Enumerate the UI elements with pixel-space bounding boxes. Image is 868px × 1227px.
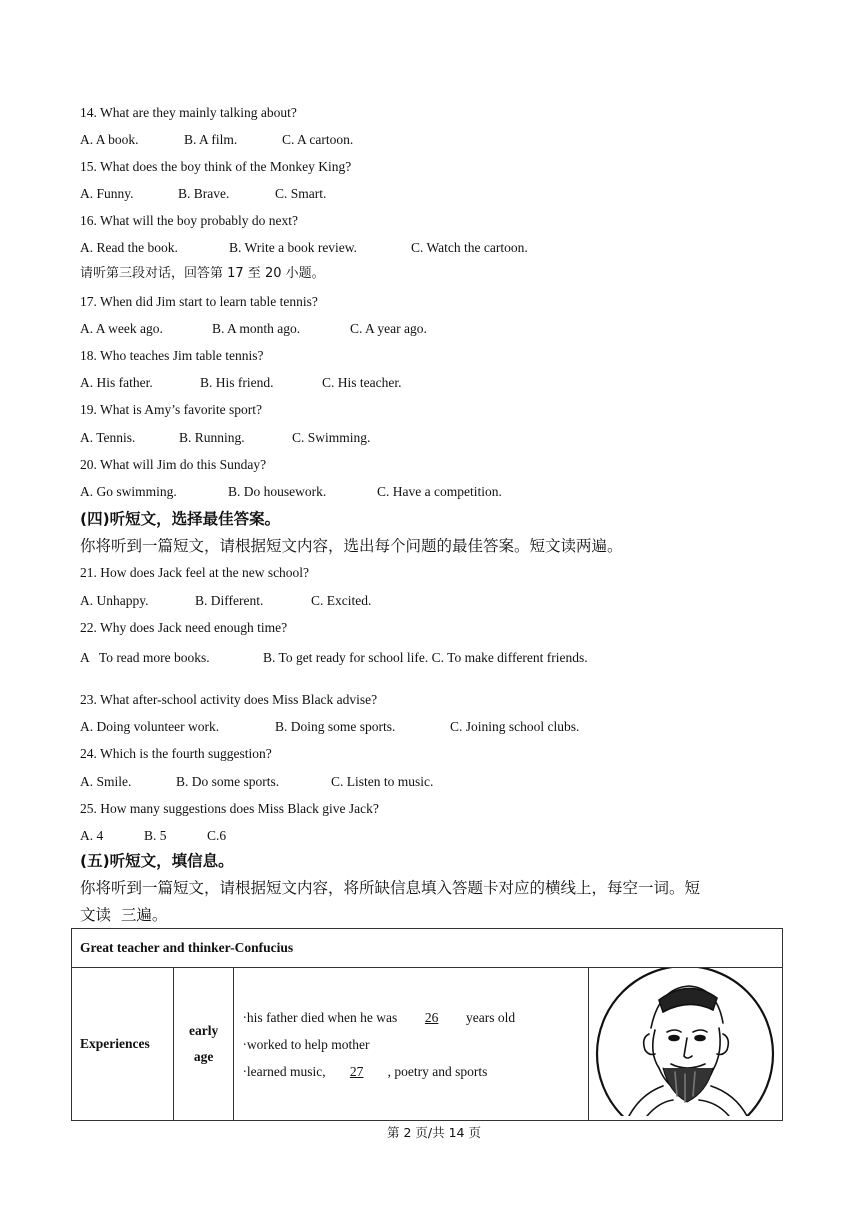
experience-item-1: ·his father died when he was 26 years old bbox=[242, 1004, 588, 1031]
q21-option-a: A. Unhappy. bbox=[80, 593, 149, 608]
q18-option-b: B. His friend. bbox=[200, 375, 274, 390]
q25-option-c: C.6 bbox=[207, 828, 227, 843]
question-15: 15. What does the boy think of the Monkey King? bbox=[80, 159, 352, 174]
section3-instruction: 请听第三段对话，回答第 17 至 20 小题。 bbox=[80, 266, 325, 281]
section4-title: (四)听短文，选择最佳答案。 bbox=[80, 510, 281, 528]
q17-option-b: B. A month ago. bbox=[212, 321, 301, 336]
experience-item-3: ·learned music, 27 , poetry and sports bbox=[242, 1058, 588, 1085]
q19-option-a: A. Tennis. bbox=[80, 430, 136, 445]
section5-title: (五)听短文，填信息。 bbox=[80, 852, 234, 870]
experience-items bbox=[234, 968, 589, 1121]
confucius-portrait bbox=[588, 968, 782, 1121]
q17-option-c: C. A year ago. bbox=[350, 321, 427, 336]
confucius-info-table bbox=[71, 928, 783, 1121]
question-25: 25. How many suggestions does Miss Black give Jack? bbox=[80, 801, 379, 816]
question-17: 17. When did Jim start to learn table tennis? bbox=[80, 294, 318, 309]
question-22: 22. Why does Jack need enough time? bbox=[80, 620, 288, 635]
q15-option-a: A. Funny. bbox=[80, 186, 134, 201]
confucius-portrait-drawing bbox=[589, 968, 782, 1116]
section5-instruction-line2: 文读 三遍。 bbox=[80, 906, 168, 924]
question-23: 23. What after-school activity does Miss Black advise? bbox=[80, 692, 378, 707]
question-24: 24. Which is the fourth suggestion? bbox=[80, 746, 272, 761]
q14-option-a: A. A book. bbox=[80, 132, 139, 147]
q18-option-a: A. His father. bbox=[80, 375, 153, 390]
q23-option-a: A. Doing volunteer work. bbox=[80, 719, 220, 734]
q20-option-a: A. Go swimming. bbox=[80, 484, 177, 499]
page-footer: 第 2 页/共 14 页 bbox=[387, 1125, 481, 1140]
q19-option-b: B. Running. bbox=[179, 430, 245, 445]
question-19: 19. What is Amy’s favorite sport? bbox=[80, 402, 262, 417]
section5-instruction-line1: 你将听到一篇短文，请根据短文内容，将所缺信息填入答题卡对应的横线上，每空一词。短 bbox=[80, 879, 701, 897]
q15-option-b: B. Brave. bbox=[178, 186, 230, 201]
question-21: 21. How does Jack feel at the new school? bbox=[80, 565, 310, 580]
q20-option-b: B. Do housework. bbox=[228, 484, 327, 499]
q22-option-bc: B. To get ready for school life. C. To make different friends. bbox=[263, 650, 588, 665]
q21-option-b: B. Different. bbox=[195, 593, 264, 608]
q23-option-b: B. Doing some sports. bbox=[275, 719, 396, 734]
blank-27[interactable]: 27 bbox=[349, 1063, 364, 1079]
q16-option-a: A. Read the book. bbox=[80, 240, 178, 255]
experience-item-2: ·worked to help mother bbox=[242, 1036, 370, 1052]
q23-option-c: C. Joining school clubs. bbox=[450, 719, 580, 734]
experiences-label: Experiences bbox=[72, 968, 174, 1121]
q20-option-c: C. Have a competition. bbox=[377, 484, 502, 499]
early-label: early bbox=[189, 1023, 219, 1038]
section4-instruction: 你将听到一篇短文，请根据短文内容，选出每个问题的最佳答案。短文读两遍。 bbox=[80, 537, 623, 555]
question-20: 20. What will Jim do this Sunday? bbox=[80, 457, 267, 472]
q19-option-c: C. Swimming. bbox=[292, 430, 371, 445]
age-label: age bbox=[193, 1049, 214, 1064]
q21-option-c: C. Excited. bbox=[311, 593, 372, 608]
q24-option-b: B. Do some sports. bbox=[176, 774, 280, 789]
question-14: 14. What are they mainly talking about? bbox=[80, 105, 297, 120]
q16-option-b: B. Write a book review. bbox=[229, 240, 358, 255]
q16-option-c: C. Watch the cartoon. bbox=[411, 240, 528, 255]
q22-option-a: A To read more books. bbox=[80, 650, 210, 665]
q15-option-c: C. Smart. bbox=[275, 186, 327, 201]
q18-option-c: C. His teacher. bbox=[322, 375, 402, 390]
q14-option-b: B. A film. bbox=[184, 132, 238, 147]
question-18: 18. Who teaches Jim table tennis? bbox=[80, 348, 264, 363]
table-title: Great teacher and thinker-Confucius bbox=[72, 929, 783, 968]
q25-option-a: A. 4 bbox=[80, 828, 104, 843]
q24-option-a: A. Smile. bbox=[80, 774, 132, 789]
q24-option-c: C. Listen to music. bbox=[331, 774, 434, 789]
q25-option-b: B. 5 bbox=[144, 828, 167, 843]
early-age-label bbox=[173, 968, 234, 1121]
q17-option-a: A. A week ago. bbox=[80, 321, 163, 336]
q14-option-c: C. A cartoon. bbox=[282, 132, 354, 147]
blank-26[interactable]: 26 bbox=[424, 1009, 439, 1025]
question-16: 16. What will the boy probably do next? bbox=[80, 213, 298, 228]
